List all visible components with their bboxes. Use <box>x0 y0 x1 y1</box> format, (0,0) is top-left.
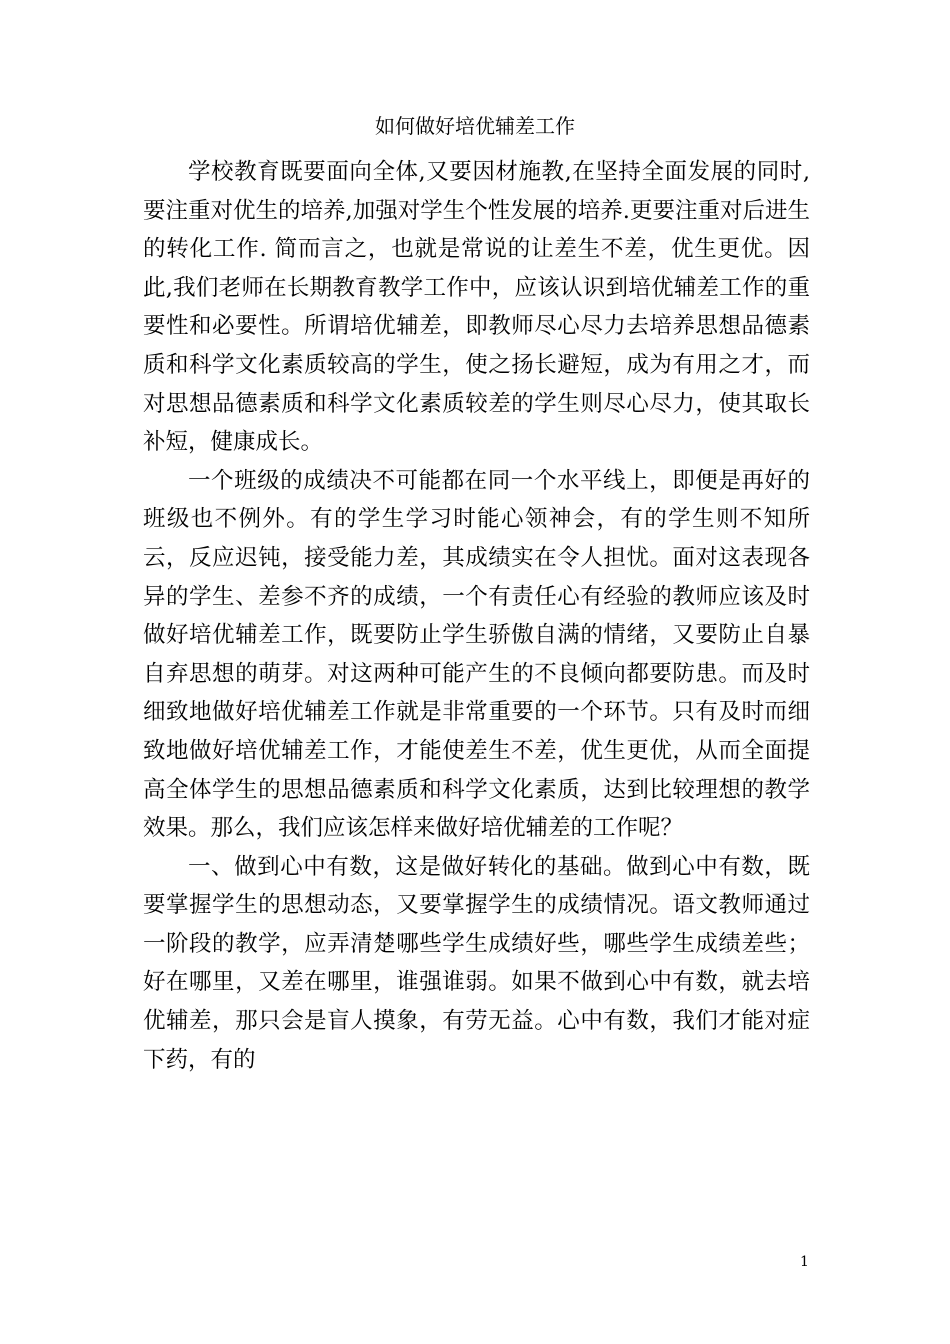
document-title: 如何做好培优辅差工作 <box>375 114 575 138</box>
document-body <box>143 153 810 1079</box>
page-number: 1 <box>800 1254 809 1270</box>
paragraph-2: 一个班级的成绩决不可能都在同一个水平线上，即便是再好的班级也不例外。有的学生学习时能心领神会，有的学生则不知所云，反应迟钝，接受能力差，其成绩实在令人担忧。面对这表现各异的学生、差参不齐的成绩，一个有责任心有经验的教师应该及时做好培优辅差工作，既要防止学生骄傲自满的情绪，又要防止自暴自弃思想的萌芽。对这两种可能产生的不良倾向都要防患。而及时细致地做好培优辅差工作就是非常重要的一个环节。只有及时而细致地做好培优辅差工作，才能使差生不差，优生更优，从而全面提高全体学生的思想品德素质和科学文化素质，达到比较理想的教学效果。那么，我们应该怎样来做好培优辅差的工作呢？ <box>143 467 810 842</box>
paragraph-1: 学校教育既要面向全体,又要因材施教,在坚持全面发展的同时,要注重对优生的培养,加强对学生个性发展的培养.更要注重对后进生的转化工作. 简而言之，也就是常说的让差生不差，优生更优。因此,我们老师在长期教育教学工作中，应该认识到培优辅差工作的重要性和必要性。所谓培优辅差，即教师尽心尽力去培养思想品德素质和科学文化素质较高的学生，使之扬长避短，成为有用之才，而对思想品德素质和科学文化素质较差的学生则尽心尽力，使其取长补短，健康成长。 <box>143 159 810 456</box>
paragraph-3: 一、做到心中有数，这是做好转化的基础。做到心中有数，既要掌握学生的思想动态，又要掌握学生的成绩情况。语文教师通过一阶段的教学，应弄清楚哪些学生成绩好些，哪些学生成绩差些；好在哪里，又差在哪里，谁强谁弱。如果不做到心中有数，就去培优辅差，那只会是盲人摸象，有劳无益。心中有数，我们才能对症下药，有的 <box>143 853 810 1073</box>
